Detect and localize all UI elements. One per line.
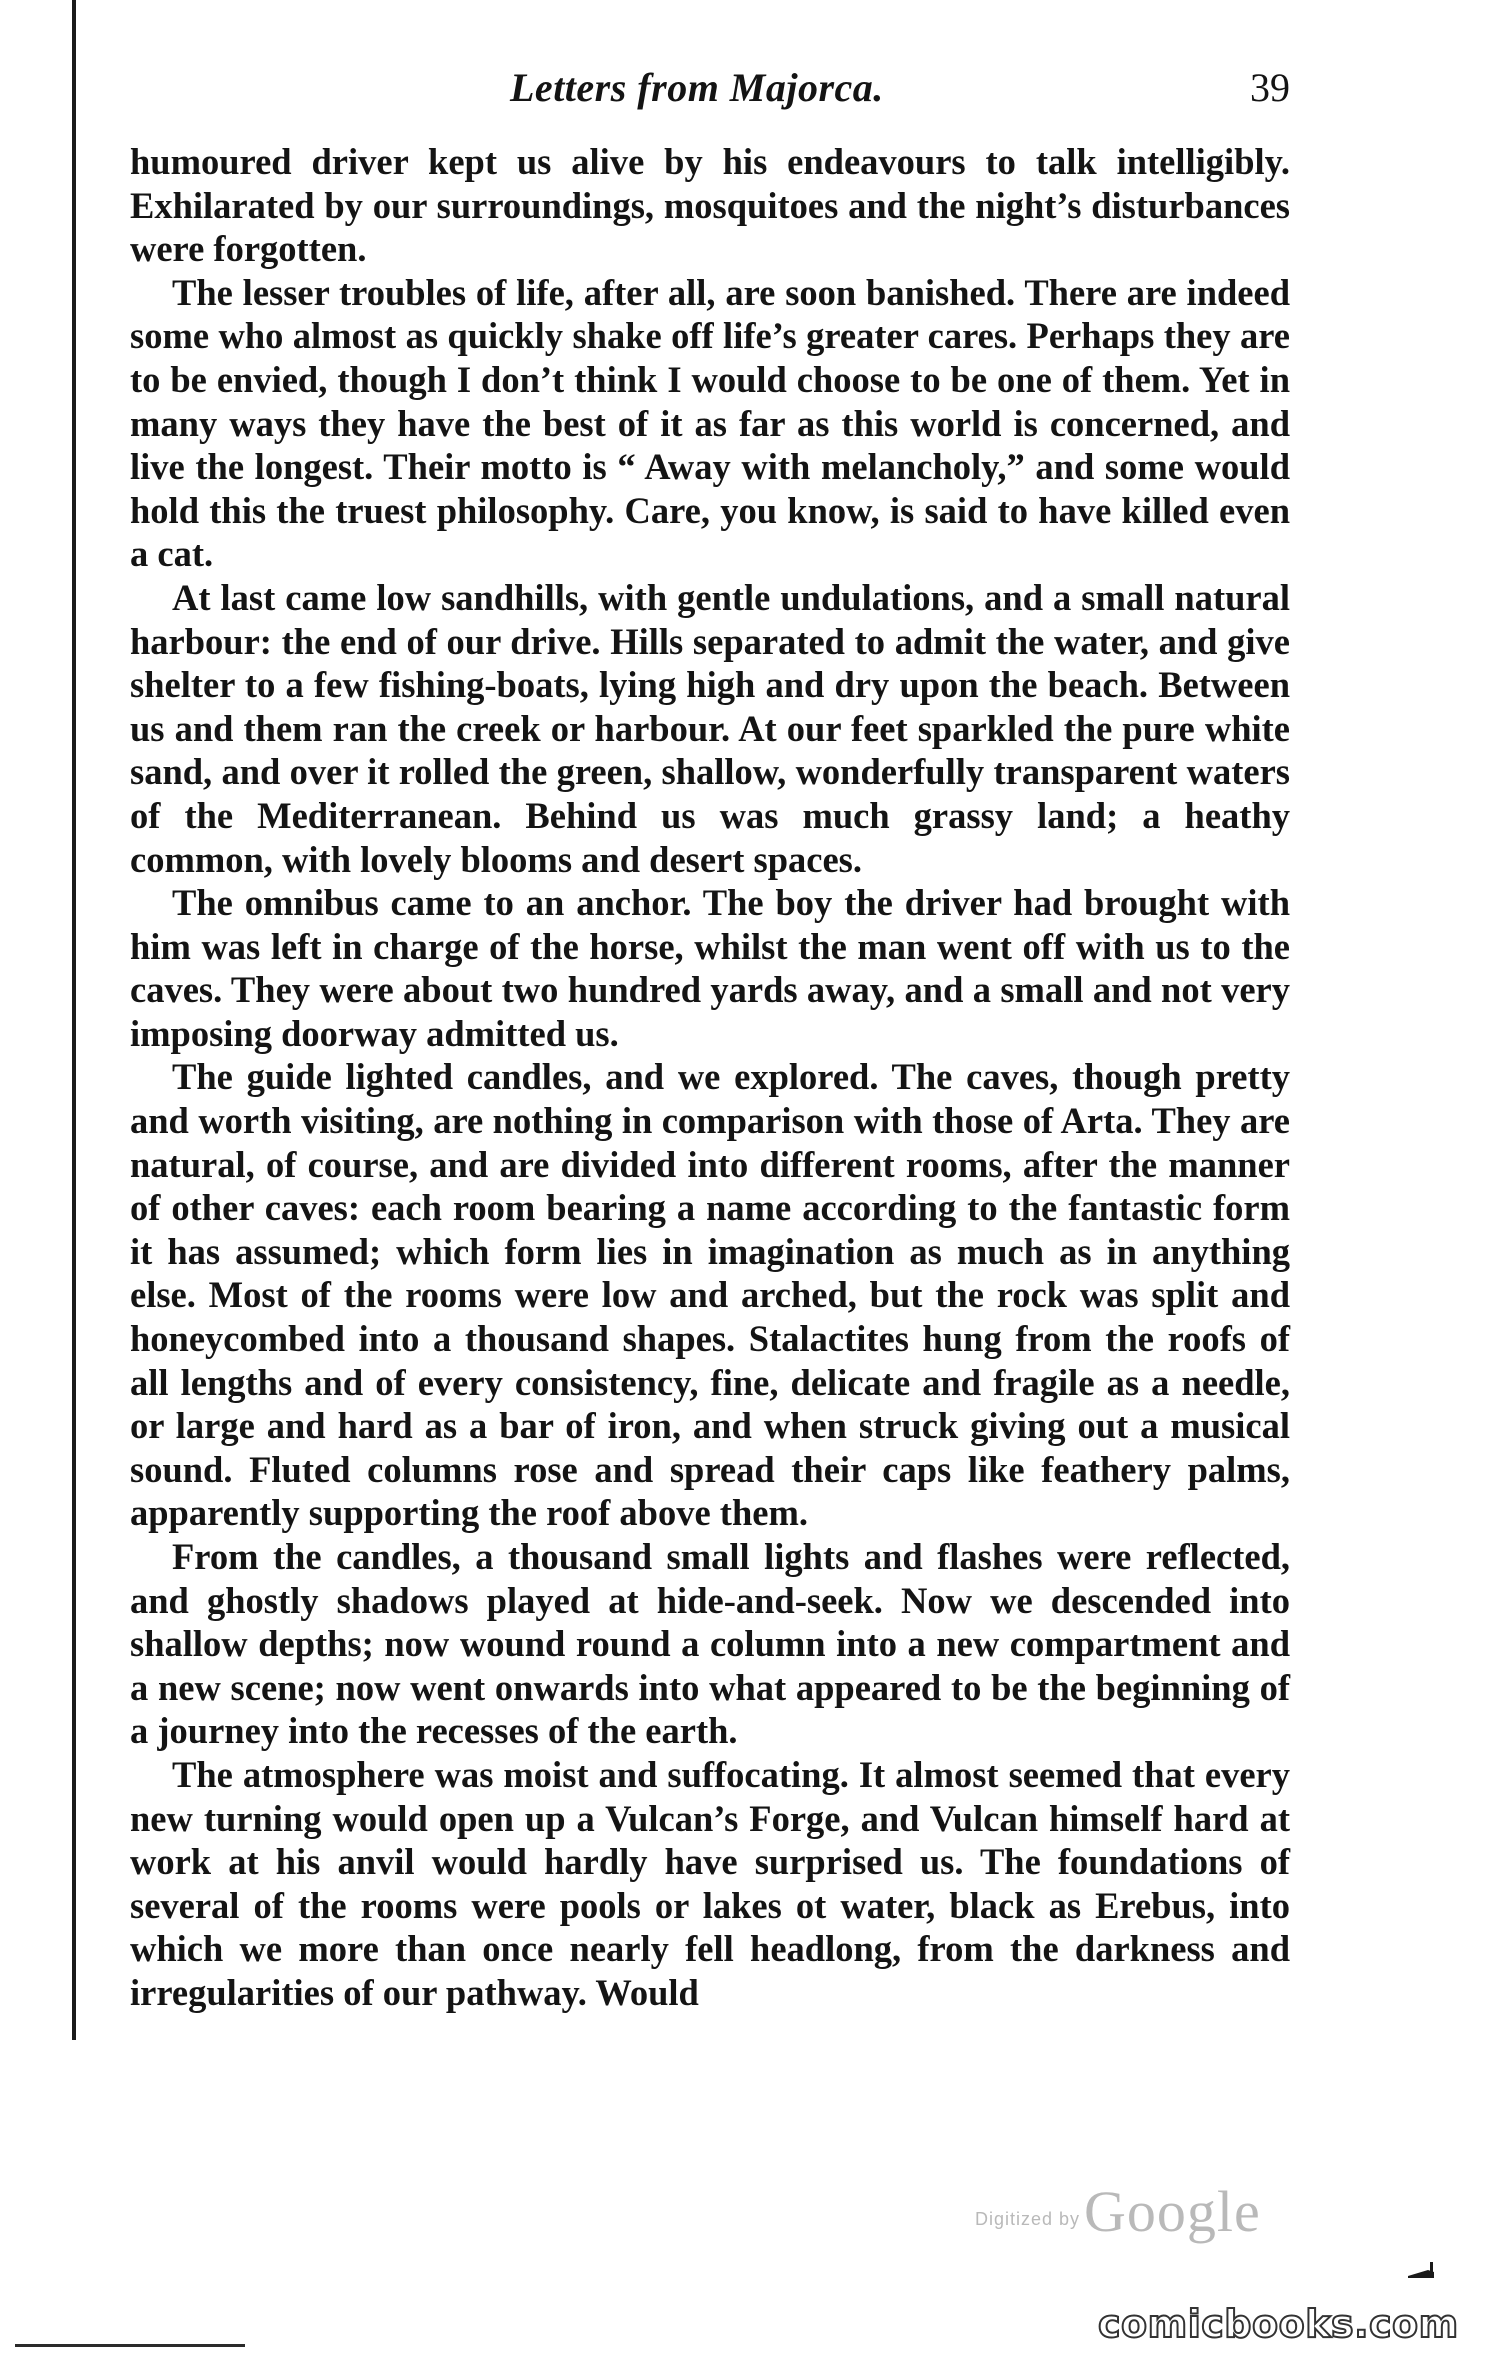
paragraph: From the candles, a thousand small lights and flashes were reflected, and ghostly shadows played at hide-and-seek. Now we descended into shallow depths; now wound round a column into a new compartment and a new scene; now went onwards into what appeared to be the beginning of a journey into the recesses of the earth. (130, 1536, 1290, 1752)
google-logo: Google (1084, 2179, 1261, 2244)
bottom-edge-line (15, 2344, 245, 2347)
page-corner-mark-icon (1408, 2262, 1434, 2280)
running-title: Letters from Majorca. (510, 65, 884, 110)
paragraph: The lesser troubles of life, after all, are soon banished. There are indeed some who almost as quickly shake off life’s greater cares. Perhaps they are to be envied, though I don’t think I would choose to be one of them. Yet in many ways they have the best of it as far as this world is concerned, and live the longest. Their motto is “ Away with melancholy,” and some would hold this the truest philosophy. Care, you know, is said to have killed even a cat. (130, 271, 1290, 575)
paragraph: The guide lighted candles, and we explored. The caves, though pretty and worth visiting, are nothing in comparison with those of Arta. They are natural, of course, and are divided into different rooms, after the manner of other caves: each room bearing a name according to the fantastic form it has assumed; which form lies in imagination as much as in anything else. Most of the rooms were low and arched, but the rock was split and honeycombed into a thousand shapes. Stalactites hung from the roofs of all lengths and of every consistency, fine, delicate and fragile as a needle, or large and hard as a bar of iron, and when struck giving out a musical sound. Fluted columns rose and spread their caps like feathery palms, apparently supporting the roof above them. (130, 1056, 1290, 1534)
body-text (130, 140, 1290, 2015)
digitized-by-stamp (975, 2178, 1261, 2245)
digitized-by-label: Digitized by (975, 2209, 1081, 2229)
paragraph: At last came low sandhills, with gentle undulations, and a small natural harbour: the end of our drive. Hills separated to admit the water, and give shelter to a few fishing-boats, lying high and dry upon the beach. Between us and them ran the creek or harbour. At our feet sparkled the pure white sand, and over it rolled the green, shallow, wonderfully transparent waters of the Mediterranean. Behind us was much grassy land; a heathy common, with lovely blooms and desert spaces. (130, 576, 1290, 880)
binding-edge-line (72, 0, 76, 2040)
paragraph: The atmosphere was moist and suffocating. It almost seemed that every new turning would open up a Vulcan’s Forge, and Vulcan himself hard at work at his anvil would hardly have surprised us. The foundations of several of the rooms were pools or lakes ot water, black as Erebus, into which we more than once nearly fell headlong, from the darkness and irregularities of our pathway. Would (130, 1753, 1290, 2013)
paragraph: The omnibus came to an anchor. The boy the driver had brought with him was left in charge of the horse, whilst the man went off with us to the caves. They were about two hundred yards away, and a small and not very imposing doorway admitted us. (130, 882, 1290, 1054)
page-number: 39 (1250, 65, 1290, 110)
paragraph: humoured driver kept us alive by his endeavours to talk intelligibly. Exhilarated by our surroundings, mosquitoes and the night’s disturbances were forgotten. (130, 141, 1290, 270)
site-watermark: comicbooks.com (1098, 2302, 1459, 2346)
page-header (130, 64, 1290, 124)
